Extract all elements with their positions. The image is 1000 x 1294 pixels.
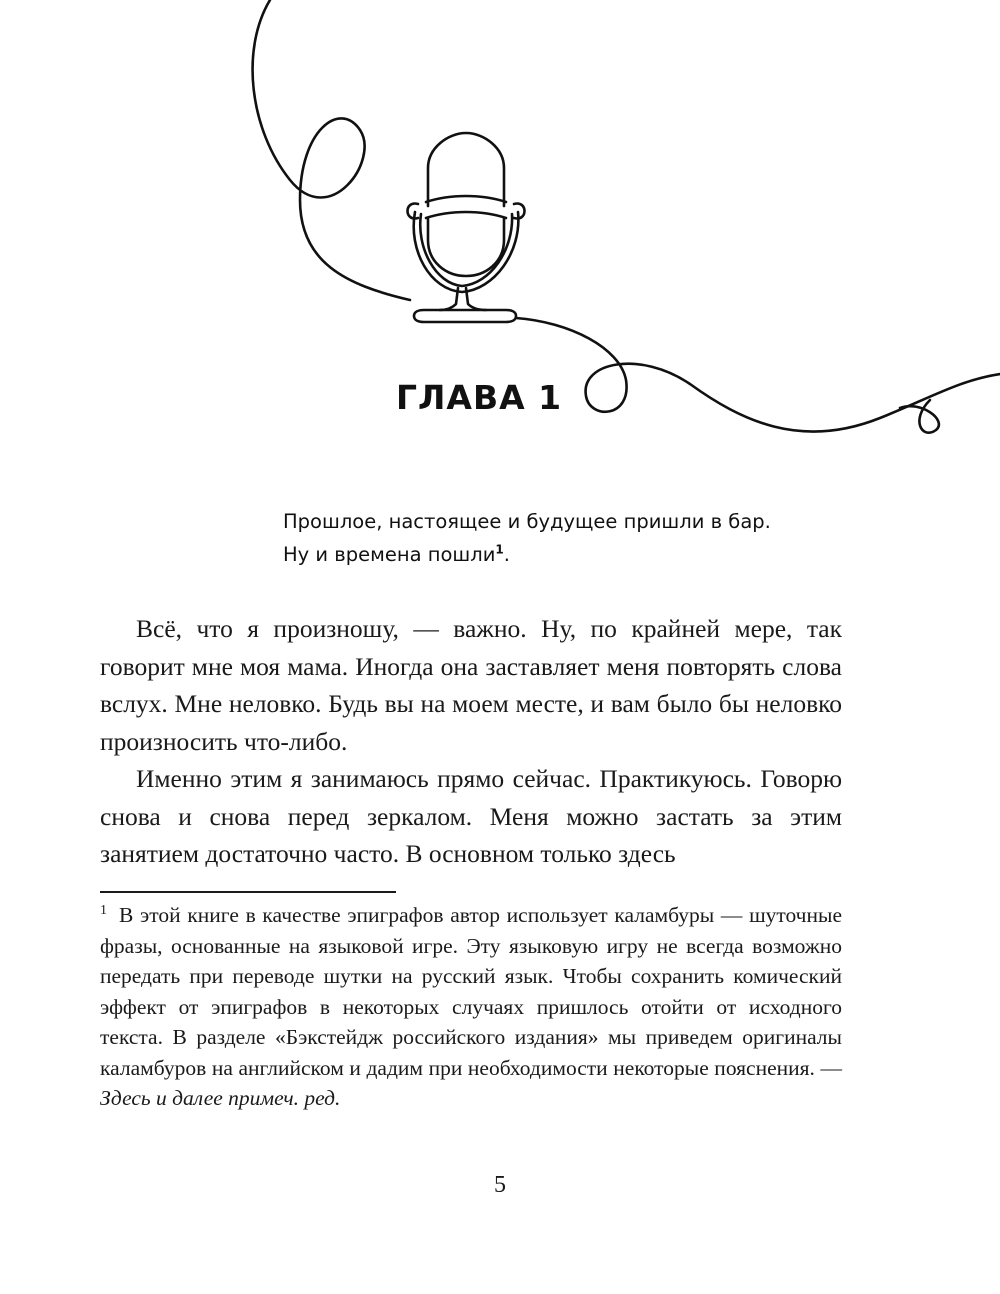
footnote-text: В этой книге в качестве эпиграфов автор использует каламбуры — шуточные фразы, основанные на языковой игре. Эту языковую игру не всегда возможно передать при переводе шутки на русский язык. Чтобы сохранить комический эффект от эпиграфов в некоторых случаях пришлось отойти от исходного текста. В разделе «Бэкстейдж российского издания» мы приведем оригиналы каламбуров на английском и дадим при необходимости некоторые пояснения. —: [100, 903, 842, 1080]
epigraph-line-1: Прошлое, настоящее и будущее пришли в бар.: [283, 510, 771, 533]
footnote-italic-note: Здесь и далее примеч. ред.: [100, 1086, 341, 1110]
chapter-title: ГЛАВА 1: [396, 378, 563, 417]
base: [414, 310, 516, 322]
mic-band-bottom: [426, 212, 506, 218]
epigraph-line-2: [283, 538, 903, 571]
cable-top: [253, 0, 410, 300]
paragraph: Именно этим я занимаюсь прямо сейчас. Практикуюсь. Говорю снова и снова перед зеркалом. Меня можно застать за этим занятием достаточно часто. В основном только здесь: [100, 764, 842, 868]
footnote-number: 1: [100, 902, 107, 918]
footnote: [100, 900, 842, 1114]
cable-right: [516, 318, 1000, 432]
left-knob: [408, 204, 419, 219]
epigraph-trailing: .: [503, 543, 510, 566]
body-text: [100, 610, 842, 873]
page-number: 5: [494, 1172, 506, 1198]
mic-lower: [428, 218, 504, 276]
epigraph-line-2-text: Ну и времена пошли: [283, 543, 496, 566]
footnote-reference: 1: [495, 542, 504, 557]
cable-loop-right: [900, 400, 939, 433]
epigraph: [283, 505, 903, 571]
mic-band-top: [426, 196, 506, 202]
footnote-divider: [100, 891, 396, 893]
paragraph: Всё, что я произношу, — важно. Ну, по крайней мере, так говорит мне моя мама. Иногда она заставляет меня повторять слова вслух. Мне неловко. Будь вы на моем месте, и вам было бы неловко произносить что-либо.: [100, 614, 842, 756]
